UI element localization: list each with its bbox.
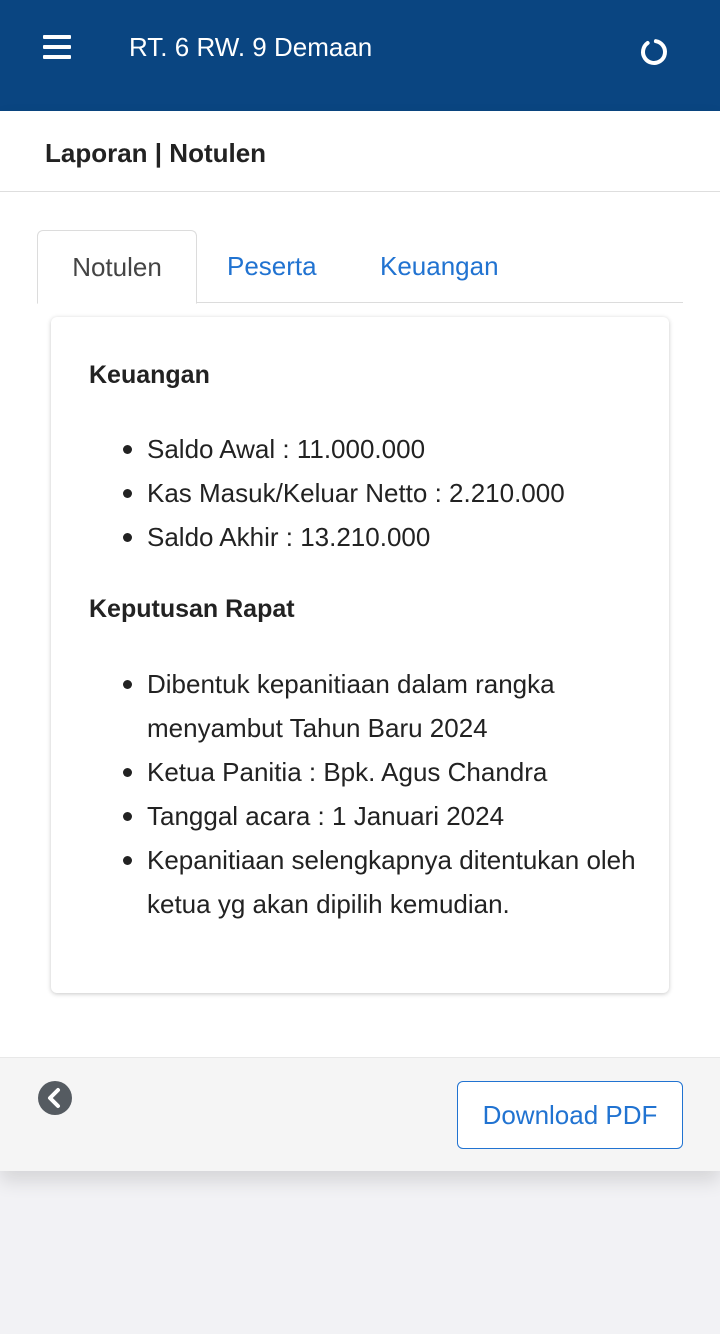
app-title: RT. 6 RW. 9 Demaan [129,32,373,62]
list-item: Kas Masuk/Keluar Netto : 2.210.000 [89,471,649,515]
chevron-left-circle-icon[interactable] [37,1080,73,1116]
keputusan-list [89,662,649,926]
list-item: Kepanitiaan selengkapnya ditentukan oleh ketua yg akan dipilih kemudian. [89,838,649,926]
list-item: Ketua Panitia : Bpk. Agus Chandra [89,750,649,794]
list-item: Dibentuk kepanitiaan dalam rangka menyambut Tahun Baru 2024 [89,662,649,750]
notulen-card [51,317,669,993]
panel-footer [0,1057,720,1171]
list-item: Tanggal acara : 1 Januari 2024 [89,794,649,838]
page-title: Laporan | Notulen [45,138,267,168]
section-title-keuangan: Keuangan [89,361,210,389]
panel-header [0,111,720,192]
list-item: Saldo Awal : 11.000.000 [89,427,649,471]
list-item: Saldo Akhir : 13.210.000 [89,515,649,559]
section-title-keputusan: Keputusan Rapat [89,595,295,623]
app-bar [0,0,720,111]
tab-notulen[interactable]: Notulen [37,230,197,304]
report-panel [0,111,720,1171]
loading-ring-icon[interactable] [639,37,669,67]
tab-bar [37,230,683,303]
tab-keuangan[interactable]: Keuangan [380,251,499,281]
download-pdf-button[interactable]: Download PDF [457,1081,683,1149]
tab-peserta[interactable]: Peserta [227,251,317,281]
keuangan-list [89,427,649,559]
hamburger-menu-icon[interactable] [43,35,71,59]
